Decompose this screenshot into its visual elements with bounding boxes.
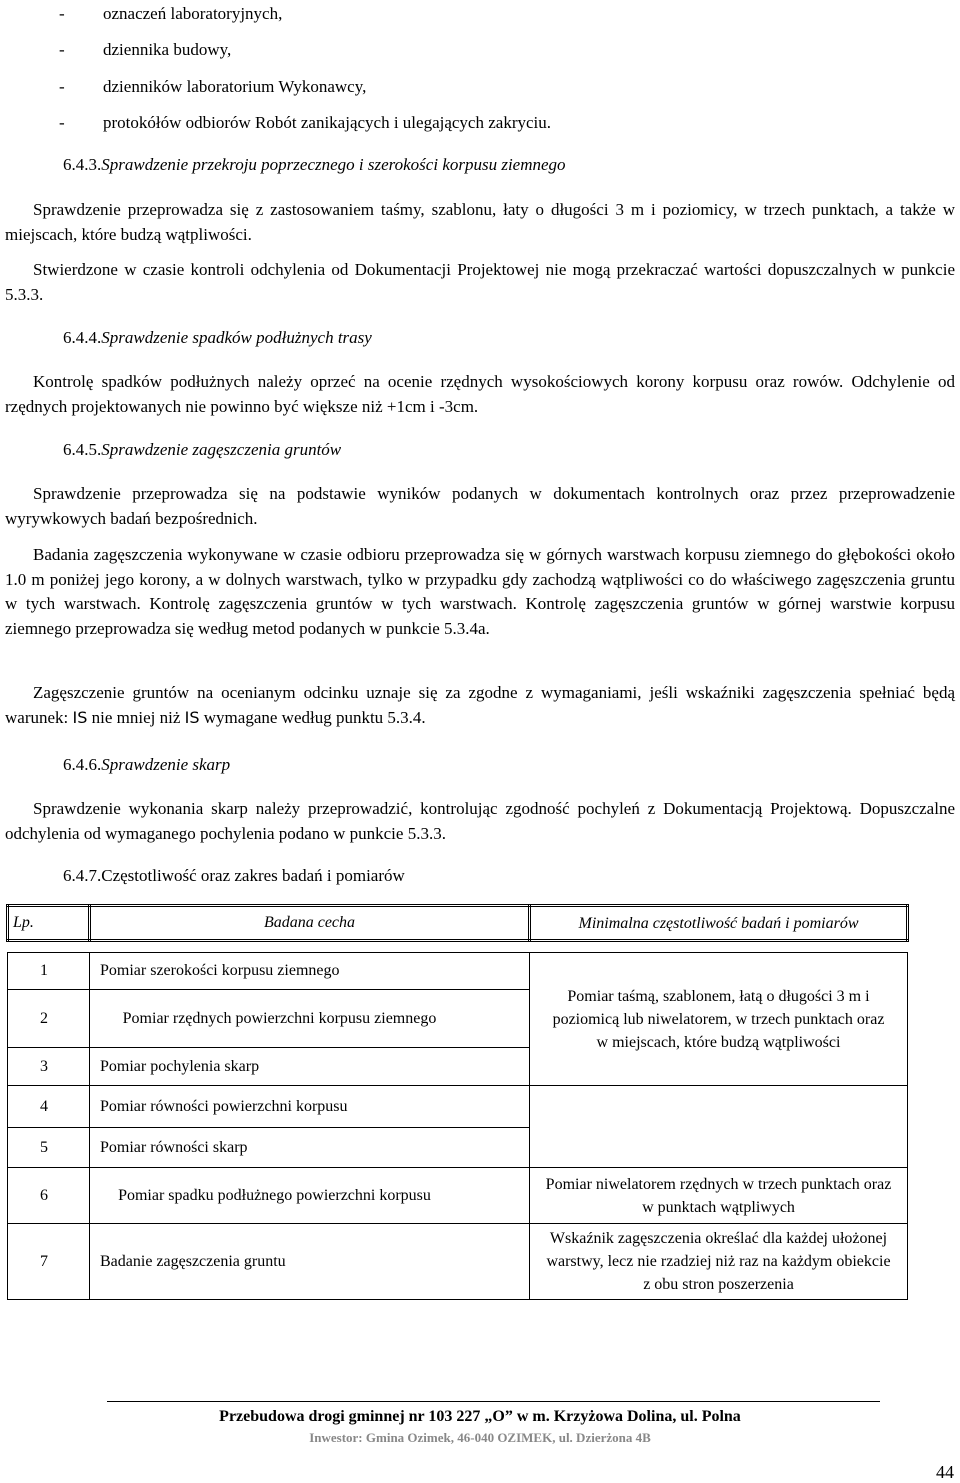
section-heading-644: 6.4.4.Sprawdzenie spadków podłużnych trasy: [63, 328, 372, 347]
table-row: 2 Pomiar rzędnych powierzchni korpusu ziemnego: [8, 990, 908, 1048]
paragraph: Kontrolę spadków podłużnych należy oprzeć na ocenie rzędnych wysokościowych korony korpusu oraz rowów. Odchylenie od rzędnych projektowanych nie powinno być większe niż +1cm i -3cm.: [5, 372, 955, 416]
section-heading-647: 6.4.7.Częstotliwość oraz zakres badań i pomiarów: [63, 866, 405, 885]
frequency-cell: Pomiar taśmą, szablonem, łatą o długości 3 m i poziomicą lub niwelatorem, w trzech punktach oraz w miejscach, które budzą wątpliwości: [530, 953, 908, 1086]
section-heading-646: 6.4.6.Sprawdzenie skarp: [63, 755, 231, 774]
frequency-cell: Wskaźnik zagęszczenia określać dla każdej ułożonej warstwy, lecz nie rzadziej niż raz na każdym obiekcie z obu stron poszerzenia: [530, 1224, 908, 1300]
page-number: 44: [936, 1462, 954, 1482]
paragraph: Stwierdzone w czasie kontroli odchylenia od Dokumentacji Projektowej nie mogą przekraczać wartości dopuszczalnych w punkcie 5.3.3.: [5, 260, 955, 304]
paragraph: Sprawdzenie przeprowadza się na podstawie wyników podanych w dokumentach kontrolnych oraz przez przeprowadzenie wyrywkowych badań bezpośrednich.: [5, 484, 955, 528]
footer-project: Przebudowa drogi gminnej nr 103 227 „O” w m. Krzyżowa Dolina, ul. Polna: [219, 1408, 741, 1425]
symbol-is: IS: [184, 707, 200, 727]
footer-divider: [107, 1401, 880, 1402]
frequency-table: [6, 904, 909, 1300]
table-header-row: [8, 906, 908, 941]
table-row: 1 Pomiar szerokości korpusu ziemnego Pomiar taśmą, szablonem, łatą o długości 3 m i poziomicą lub niwelatorem, w trzech punktach oraz w miejscach, które budzą wątpliwości: [8, 953, 908, 990]
table-header-cecha: Badana cecha: [90, 906, 530, 941]
section-heading-643: 6.4.3.Sprawdzenie przekroju poprzecznego i szerokości korpusu ziemnego: [63, 155, 566, 174]
paragraph: Zagęszczenie gruntów na ocenianym odcinku uznaje się za zgodne z wymaganiami, jeśli wskaźniki zagęszczenia spełniać będą warunek: IS nie mniej niż IS wymagane według punktu 5.3.4.: [5, 683, 955, 727]
paragraph: Badania zagęszczenia wykonywane w czasie odbioru przeprowadza się w górnych warstwach korpusu ziemnego do głębokości około 1.0 m poniżej jego korony, a w dolnych warstwach, tylko w przypadku gdy zachodzą wątpliwości co do właściwego zagęszczenia gruntu w tych warstwach. Kontrolę zagęszczenia gruntów w tych warstwach. Kontrolę zagęszczenia gruntów w górnej warstwie korpusu ziemnego przeprowadza się według metod podanych w punkcie 5.3.4a.: [5, 545, 955, 638]
table-row: 3 Pomiar pochylenia skarp: [8, 1048, 908, 1086]
table-header-frequency: Minimalna częstotliwość badań i pomiarów: [530, 906, 908, 941]
table-row: 4 Pomiar równości powierzchni korpusu: [8, 1086, 908, 1128]
section-heading-645: 6.4.5.Sprawdzenie zagęszczenia gruntów: [63, 440, 342, 459]
symbol-is: IS: [72, 707, 88, 727]
paragraph: Sprawdzenie przeprowadza się z zastosowaniem taśmy, szablonu, łaty o długości 3 m i poziomicy, w trzech punktach, a także w miejscach, które budzą wątpliwości.: [5, 200, 955, 244]
table-header-lp: Lp.: [8, 906, 90, 941]
table-row: 7 Badanie zagęszczenia gruntu Wskaźnik zagęszczenia określać dla każdej ułożonej warstwy, lecz nie rzadziej niż raz na każdym obiekcie z obu stron poszerzenia: [8, 1224, 908, 1300]
paragraph: Sprawdzenie wykonania skarp należy przeprowadzić, kontrolując zgodność pochyleń z Dokumentacją Projektową. Dopuszczalne odchylenia od wymaganego pochylenia podano w punkcie 5.3.3.: [5, 799, 955, 843]
table-row: 6 Pomiar spadku podłużnego powierzchni korpusu Pomiar niwelatorem rzędnych w trzech punktach oraz w punktach wątpliwych: [8, 1168, 908, 1224]
footer-investor: Inwestor: Gmina Ozimek, 46-040 OZIMEK, ul. Dzierżona 4B: [309, 1430, 651, 1445]
frequency-cell: Pomiar niwelatorem rzędnych w trzech punktach oraz w punktach wątpliwych: [530, 1168, 908, 1224]
table-row: 5 Pomiar równości skarp: [8, 1128, 908, 1168]
